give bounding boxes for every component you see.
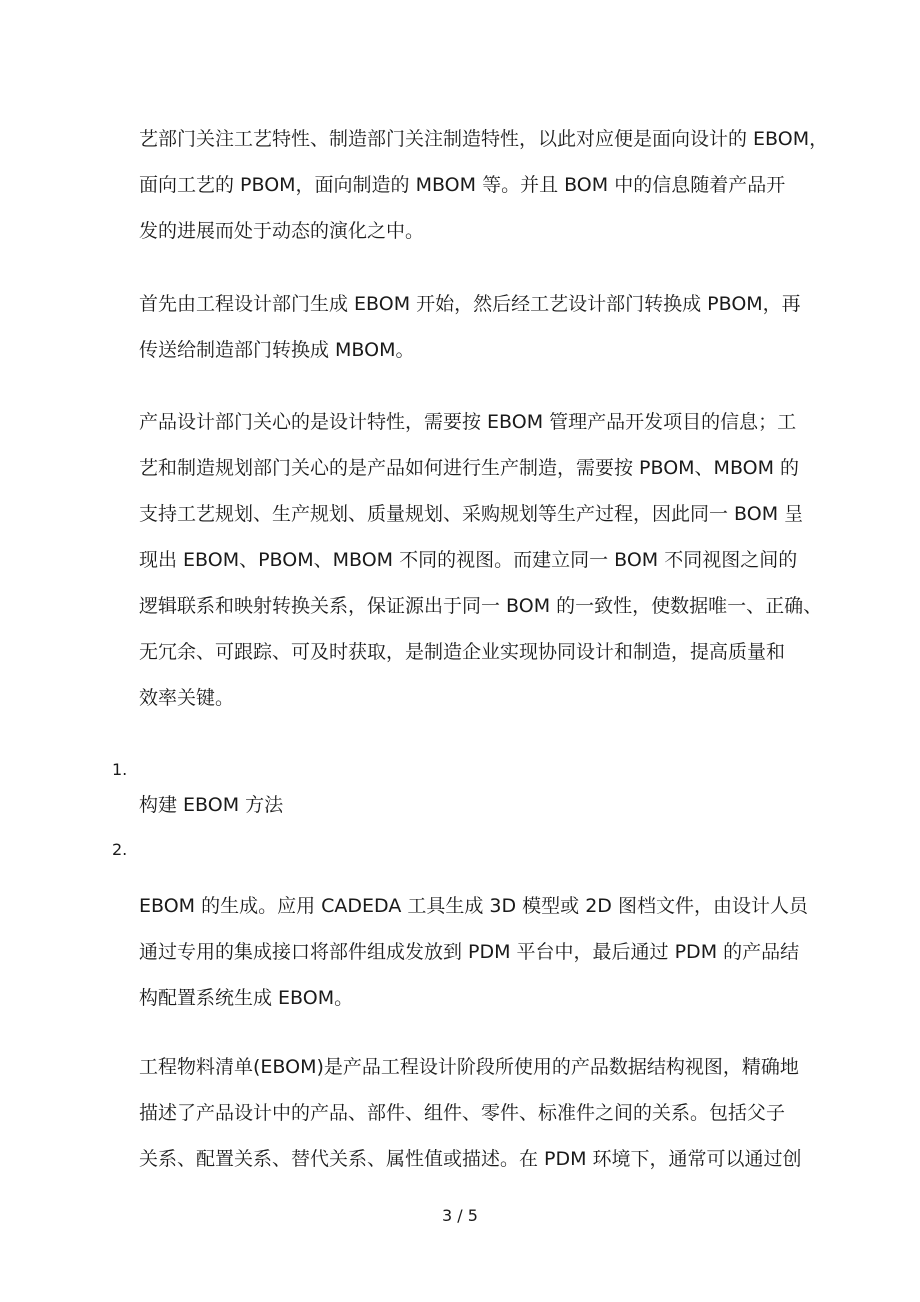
text-line: 传送给制造部门转换成 MBOM。 (139, 339, 415, 361)
text-line: 逻辑联系和映射转换关系，保证源出于同一 BOM 的一致性，使数据唯一、正确、 (139, 595, 823, 617)
text-line: 面向工艺的 PBOM，面向制造的 MBOM 等。并且 BOM 中的信息随着产品开 (139, 174, 786, 196)
list-number-2: 2. (112, 840, 128, 859)
text-line: 工程物料清单(EBOM)是产品工程设计阶段所使用的产品数据结构视图，精确地 (139, 1056, 799, 1078)
text-line: 艺和制造规划部门关心的是产品如何进行生产制造，需要按 PBOM、MBOM 的 (139, 457, 800, 479)
section-heading: 构建 EBOM 方法 (139, 794, 284, 816)
text-line: 效率关键。 (139, 687, 235, 709)
list-number-1: 1. (112, 760, 128, 779)
paragraph-ebom-generation (139, 883, 808, 1021)
text-line: 通过专用的集成接口将部件组成发放到 PDM 平台中，最后通过 PDM 的产品结 (139, 941, 800, 963)
text-line: 发的进展而处于动态的演化之中。 (139, 220, 425, 242)
text-line: 关系、配置关系、替代关系、属性值或描述。在 PDM 环境下，通常可以通过创 (139, 1148, 802, 1170)
page-number: 3 / 5 (442, 1206, 478, 1225)
text-line: EBOM 的生成。应用 CADEDA 工具生成 3D 模型或 2D 图档文件，由设计人员 (139, 895, 808, 917)
text-line: 无冗余、可跟踪、可及时获取，是制造企业实现协同设计和制造，提高质量和 (139, 641, 786, 663)
text-line: 构配置系统生成 EBOM。 (139, 987, 354, 1009)
text-line: 描述了产品设计中的产品、部件、组件、零件、标准件之间的关系。包括父子 (139, 1102, 786, 1124)
text-line: 产品设计部门关心的是设计特性，需要按 EBOM 管理产品开发项目的信息；工 (139, 411, 797, 433)
text-line: 现出 EBOM、PBOM、MBOM 不同的视图。而建立同一 BOM 不同视图之间的 (139, 549, 798, 571)
text-line: 艺部门关注工艺特性、制造部门关注制造特性，以此对应便是面向设计的 EBOM， (139, 128, 829, 150)
paragraph-ebom-definition (139, 1044, 802, 1182)
paragraph-department-concerns (139, 399, 823, 721)
text-line: 支持工艺规划、生产规划、质量规划、采购规划等生产过程，因此同一 BOM 呈 (139, 503, 804, 525)
paragraph-bom-flow (139, 281, 799, 373)
paragraph-bom-views (139, 116, 829, 254)
text-line: 首先由工程设计部门生成 EBOM 开始，然后经工艺设计部门转换成 PBOM，再 (139, 293, 801, 315)
